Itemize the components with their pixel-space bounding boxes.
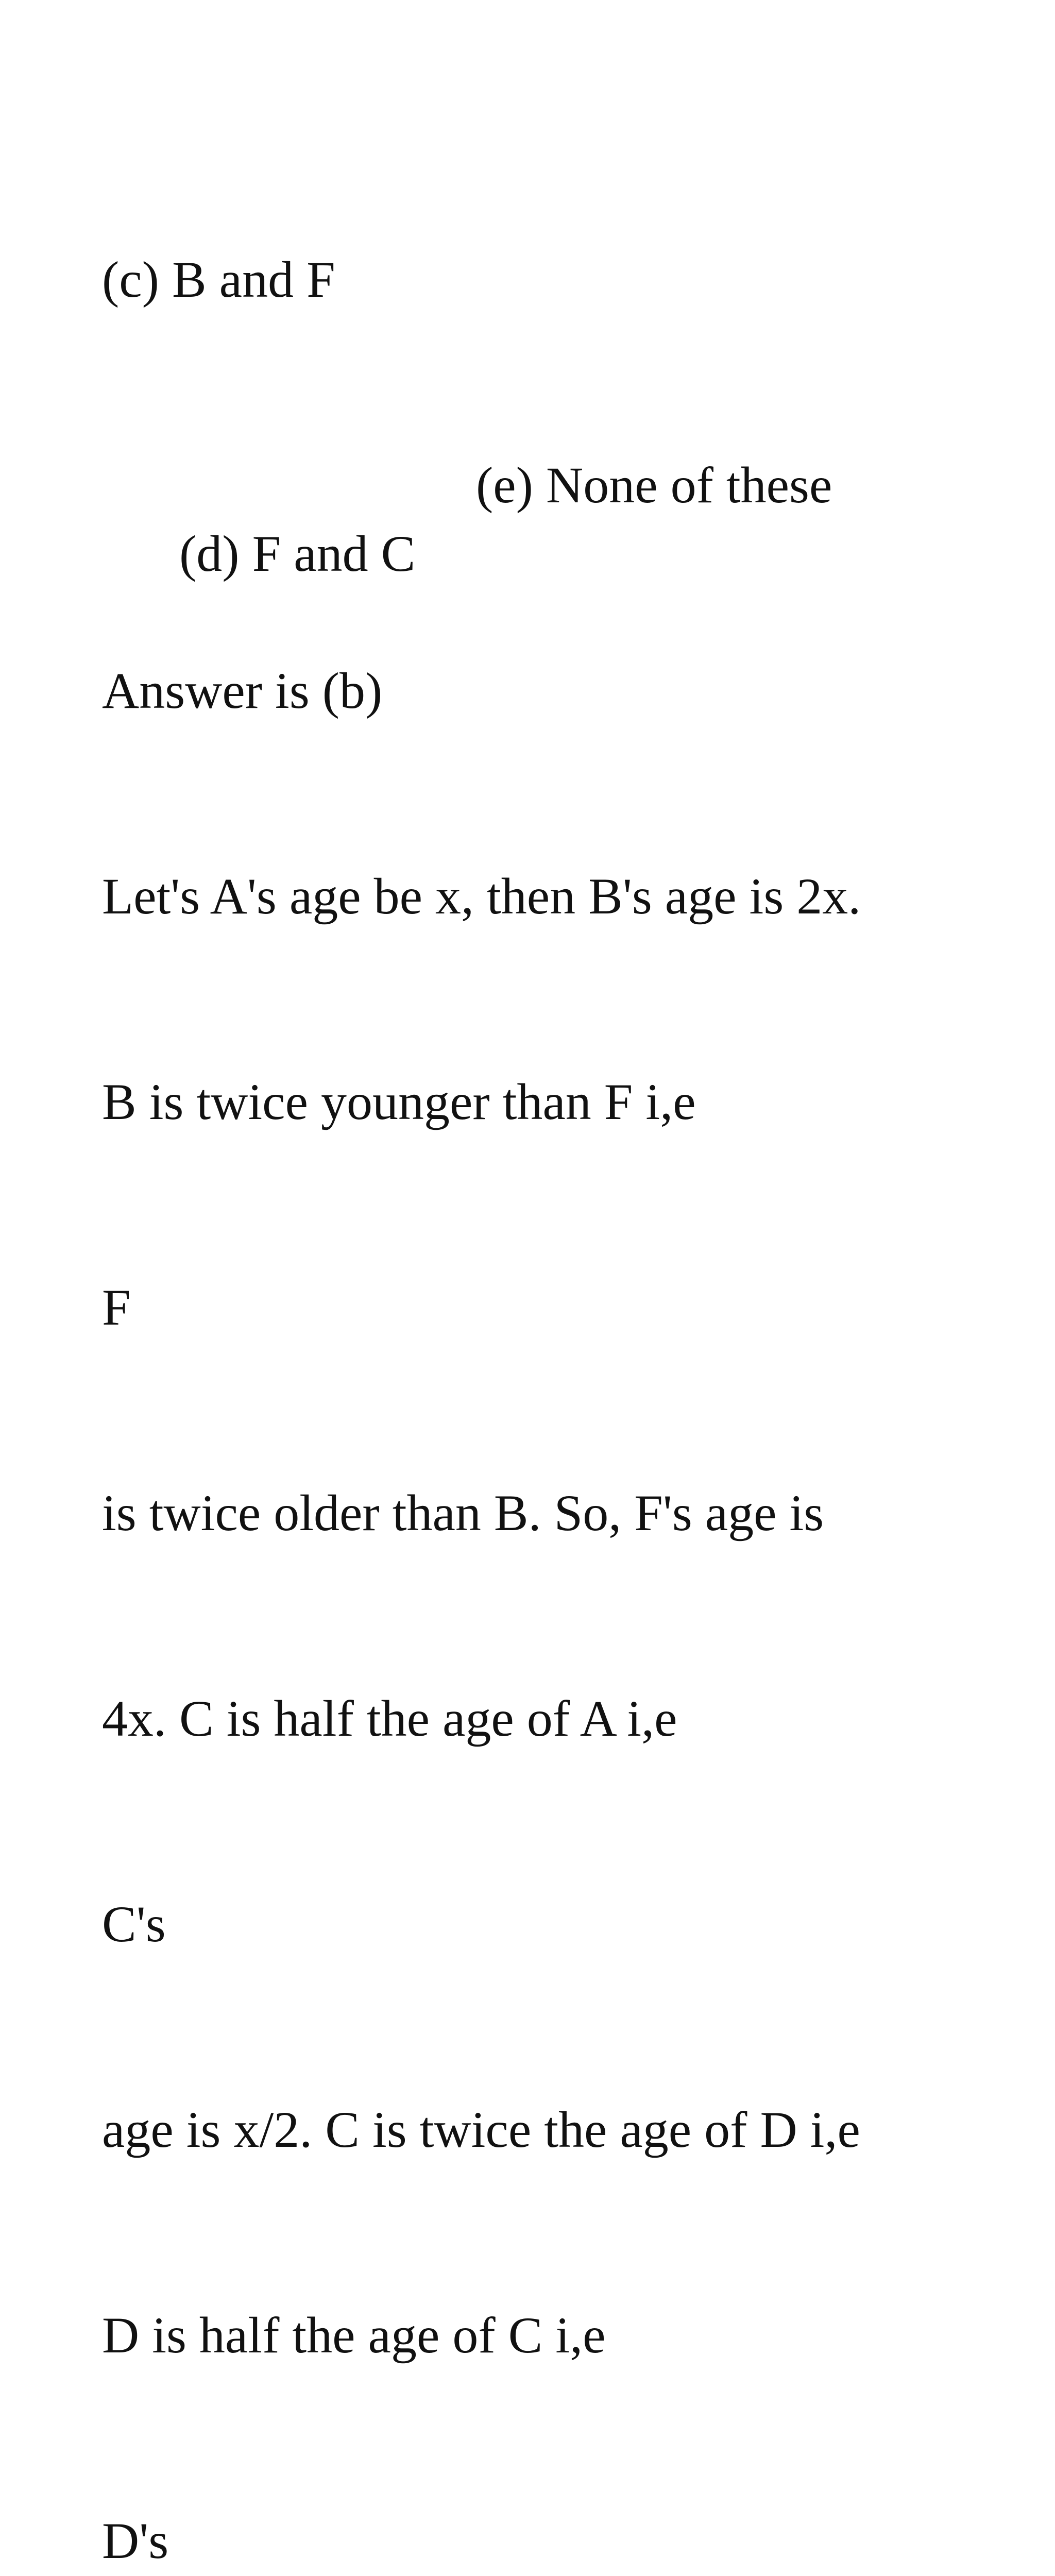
answer-line: Answer is (b) <box>102 662 383 719</box>
explanation-line: D's <box>102 2512 169 2569</box>
explanation-line: 4x. C is half the age of A i,e <box>102 1690 677 1747</box>
explanation-line: Let's A's age be x, then B's age is 2x. <box>102 868 861 925</box>
option-d: (d) F and C <box>179 525 416 582</box>
option-c: (c) B and F <box>102 251 335 308</box>
explanation-line: F <box>102 1279 131 1336</box>
options-d-e-row <box>102 451 978 582</box>
document-body <box>102 108 978 2576</box>
explanation-line: C's <box>102 1895 166 1953</box>
explanation-line: age is x/2. C is twice the age of D i,e <box>102 2101 860 2158</box>
explanation-line: B is twice younger than F i,e <box>102 1073 696 1130</box>
explanation-line: is twice older than B. So, F's age is <box>102 1484 824 1541</box>
option-e: (e) None of these <box>476 456 832 514</box>
explanation-line: D is half the age of C i,e <box>102 2307 606 2364</box>
